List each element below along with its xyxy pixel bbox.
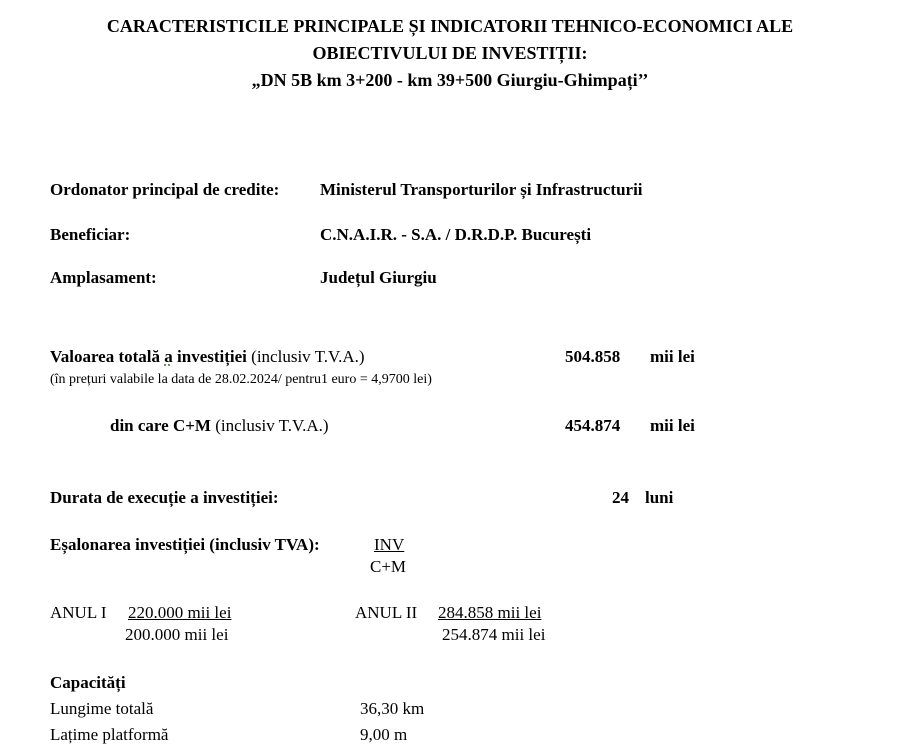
durata-label: Durata de execuție a investiției: bbox=[50, 488, 279, 507]
durata-value: 24 bbox=[612, 488, 629, 507]
din-care-cm-value: 454.874 bbox=[565, 416, 621, 435]
esalonare-cm-header: C+M bbox=[370, 557, 407, 576]
valoare-totala-value: 504.858 bbox=[565, 347, 621, 366]
valoare-totala-label: Valoarea totală a investiției (inclusiv T.V.A.) bbox=[50, 347, 365, 366]
beneficiar-value: C.N.A.I.R. - S.A. / D.R.D.P. București bbox=[320, 225, 592, 244]
capacitati-title: Capacități bbox=[50, 673, 126, 692]
an2-label: ANUL II bbox=[355, 603, 418, 622]
an2-inv-value: 284.858 mii lei bbox=[438, 603, 542, 622]
capacitate-label: Lungime totală bbox=[50, 699, 154, 718]
durata-unit: luni bbox=[645, 488, 674, 507]
project-name: „DN 5B km 3+200 - km 39+500 Giurgiu-Ghimpați’’ bbox=[251, 70, 649, 90]
an1-label: ANUL I bbox=[50, 603, 107, 622]
amplasament-label: Amplasament: bbox=[50, 268, 157, 287]
capacitate-value: 36,30 km bbox=[360, 699, 425, 718]
din-care-cm-unit: mii lei bbox=[650, 416, 695, 435]
capacitate-value: 9,00 m bbox=[360, 725, 408, 744]
amplasament-value: Județul Giurgiu bbox=[320, 268, 437, 287]
document-title-line-1: CARACTERISTICILE PRINCIPALE ȘI INDICATORII TEHNICO-ECONOMICI ALE bbox=[106, 16, 794, 36]
beneficiar-label: Beneficiar: bbox=[50, 225, 131, 244]
document-title-line-2: OBIECTIVULUI DE INVESTIȚII: bbox=[312, 43, 588, 63]
an1-inv-value: 220.000 mii lei bbox=[128, 603, 232, 622]
an2-cm-value: 254.874 mii lei bbox=[442, 625, 546, 644]
esalonare-label: Eșalonarea investiției (inclusiv TVA): bbox=[50, 535, 320, 554]
ordonator-value: Ministerul Transporturilor și Infrastructurii bbox=[320, 180, 643, 199]
capacitate-label: Lațime platformă bbox=[50, 725, 169, 744]
esalonare-inv-header: INV bbox=[374, 535, 405, 554]
ordonator-label: Ordonator principal de credite: bbox=[50, 180, 280, 199]
valoare-totala-unit: mii lei bbox=[650, 347, 695, 366]
price-note: (în prețuri valabile la data de 28.02.2024/ pentru1 euro = 4,9700 lei) bbox=[50, 372, 432, 387]
an1-cm-value: 200.000 mii lei bbox=[125, 625, 229, 644]
din-care-cm-label: din care C+M (inclusiv T.V.A.) bbox=[110, 416, 329, 435]
